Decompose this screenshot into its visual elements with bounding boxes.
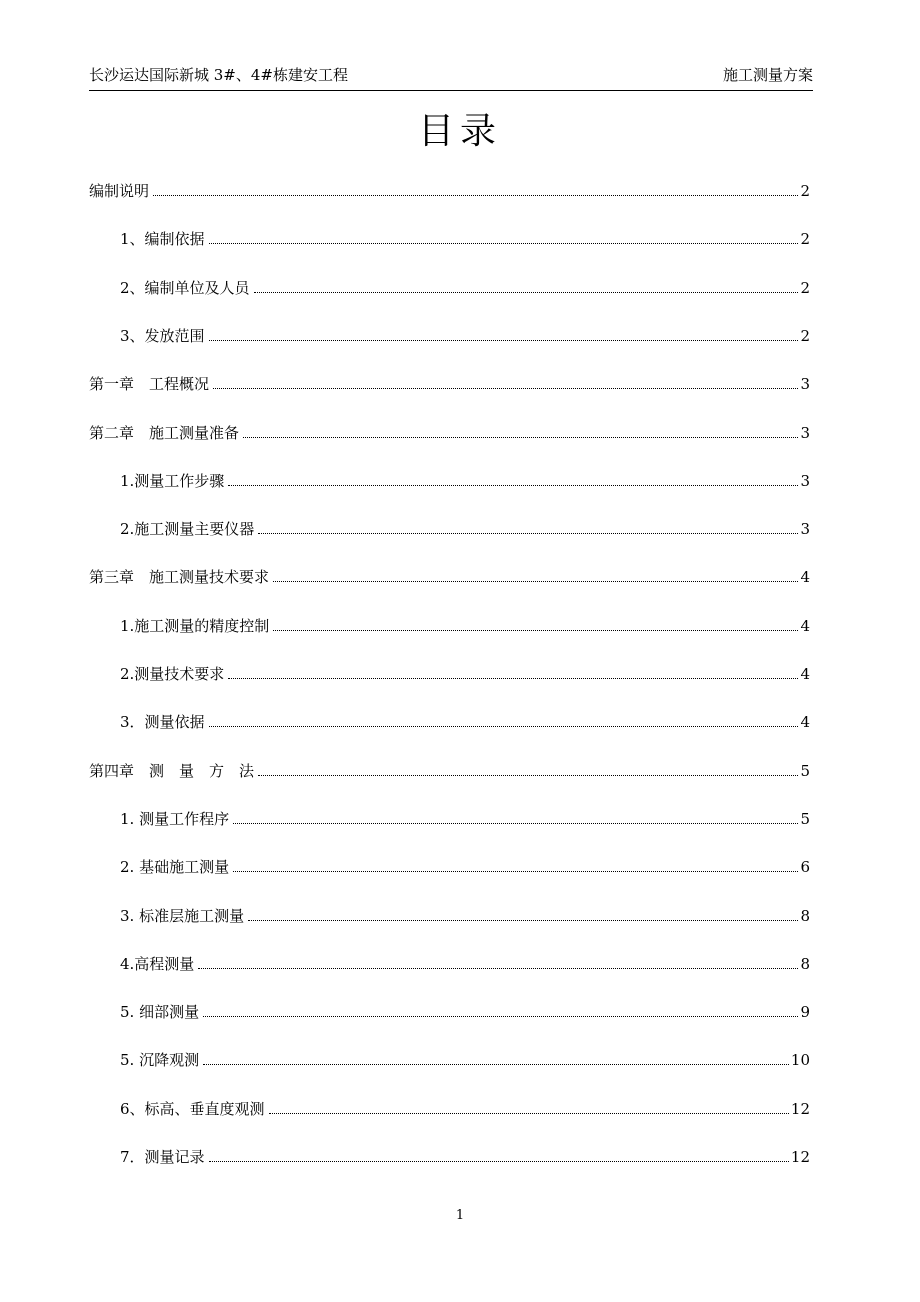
header-document-title: 施工测量方案 [722,66,813,84]
table-of-contents [89,0,810,1302]
toc-dot-leader [213,388,798,389]
toc-entry[interactable] [89,999,810,1023]
toc-entry[interactable] [89,613,810,637]
toc-entry-page: 2 [800,230,810,249]
toc-dot-leader [273,630,798,631]
toc-entry-label: 3．测量依据 [120,713,205,732]
toc-entry-page: 3 [800,423,810,442]
toc-entry[interactable] [89,1144,810,1168]
toc-entry-page: 4 [800,665,810,683]
toc-entry[interactable] [89,661,810,685]
toc-entry-page: 4 [800,616,810,635]
header-project-name: 长沙运达国际新城 3#、4#栋建安工程 [89,66,348,84]
toc-entry-label: 2.施工测量主要仪器 [120,520,255,539]
toc-entry-label: 4.高程测量 [120,954,195,973]
toc-entry[interactable] [89,371,810,395]
toc-entry-label: 1. 测量工作程序 [120,809,230,828]
toc-entry-page: 8 [800,906,810,925]
toc-entry-label: 1.测量工作步骤 [120,471,225,490]
toc-entry-page: 6 [800,858,810,877]
toc-entry[interactable] [89,903,810,927]
toc-entry-label: 2. 基础施工测量 [120,858,230,877]
toc-entry[interactable] [89,516,810,540]
toc-entry[interactable] [89,178,810,202]
toc-entry[interactable] [89,709,810,733]
toc-title: 目录 [417,111,502,152]
toc-entry-page: 3 [800,520,810,539]
toc-entry-label: 3. 标准层施工测量 [120,906,245,925]
toc-dot-leader [258,533,798,534]
toc-entry[interactable] [89,323,810,347]
toc-dot-leader [203,1064,789,1065]
toc-entry[interactable] [89,806,810,830]
toc-entry-page: 2 [800,326,810,345]
toc-entry-page: 2 [800,278,810,297]
toc-entry-page: 3 [800,375,810,394]
toc-entry-page: 9 [800,1003,810,1022]
toc-dot-leader [198,968,798,969]
toc-entry[interactable] [89,564,810,588]
toc-dot-leader [273,581,798,582]
toc-dot-leader [233,823,798,824]
toc-entry-label: 第四章 测 量 方 法 [89,761,255,780]
toc-dot-leader [243,437,798,438]
toc-entry-page: 12 [790,1099,810,1118]
toc-dot-leader [248,920,798,921]
toc-entry-label: 第三章 施工测量技术要求 [89,568,270,587]
toc-entry[interactable] [89,1096,810,1120]
toc-dot-leader [209,243,799,244]
toc-entry-page: 8 [800,954,810,973]
toc-entry-page: 5 [800,761,810,780]
toc-entry-label: 2、编制单位及人员 [120,278,250,297]
toc-entry[interactable] [89,951,810,975]
toc-dot-leader [254,292,799,293]
toc-dot-leader [269,1113,789,1114]
toc-entry-label: 第二章 施工测量准备 [89,423,240,442]
toc-entry-page: 3 [800,471,810,490]
toc-dot-leader [209,726,799,727]
toc-entry[interactable] [89,1047,810,1071]
toc-entry[interactable] [89,226,810,250]
toc-dot-leader [228,485,798,486]
toc-entry[interactable] [89,758,810,782]
toc-dot-leader [258,775,798,776]
toc-entry-label: 6、标高、垂直度观测 [120,1099,265,1118]
toc-entry-label: 7．测量记录 [120,1148,205,1166]
toc-entry[interactable] [89,420,810,444]
toc-entry-page: 4 [800,713,810,732]
toc-dot-leader [209,340,799,341]
toc-entry-label: 1、编制依据 [120,230,205,249]
toc-dot-leader [228,678,798,679]
toc-entry-page: 2 [800,182,810,200]
toc-entry-page: 12 [790,1148,810,1166]
toc-entry-label: 第一章 工程概况 [89,375,210,394]
toc-dot-leader [233,871,798,872]
toc-dot-leader [203,1016,798,1017]
toc-entry-page: 10 [790,1051,810,1070]
toc-entry[interactable] [89,468,810,492]
page-number: 1 [455,1208,465,1223]
toc-entry-label: 3、发放范围 [120,326,205,345]
toc-entry-label: 5. 细部测量 [120,1003,200,1022]
toc-dot-leader [153,195,798,196]
toc-entry[interactable] [89,275,810,299]
toc-entry-page: 5 [800,809,810,828]
toc-entry-label: 2.测量技术要求 [120,665,225,683]
toc-entry-label: 5. 沉降观测 [120,1051,200,1070]
toc-entry-label: 1.施工测量的精度控制 [120,616,270,635]
toc-entry-label: 编制说明 [89,182,150,200]
toc-entry[interactable] [89,854,810,878]
toc-dot-leader [209,1161,789,1162]
toc-entry-page: 4 [800,568,810,587]
